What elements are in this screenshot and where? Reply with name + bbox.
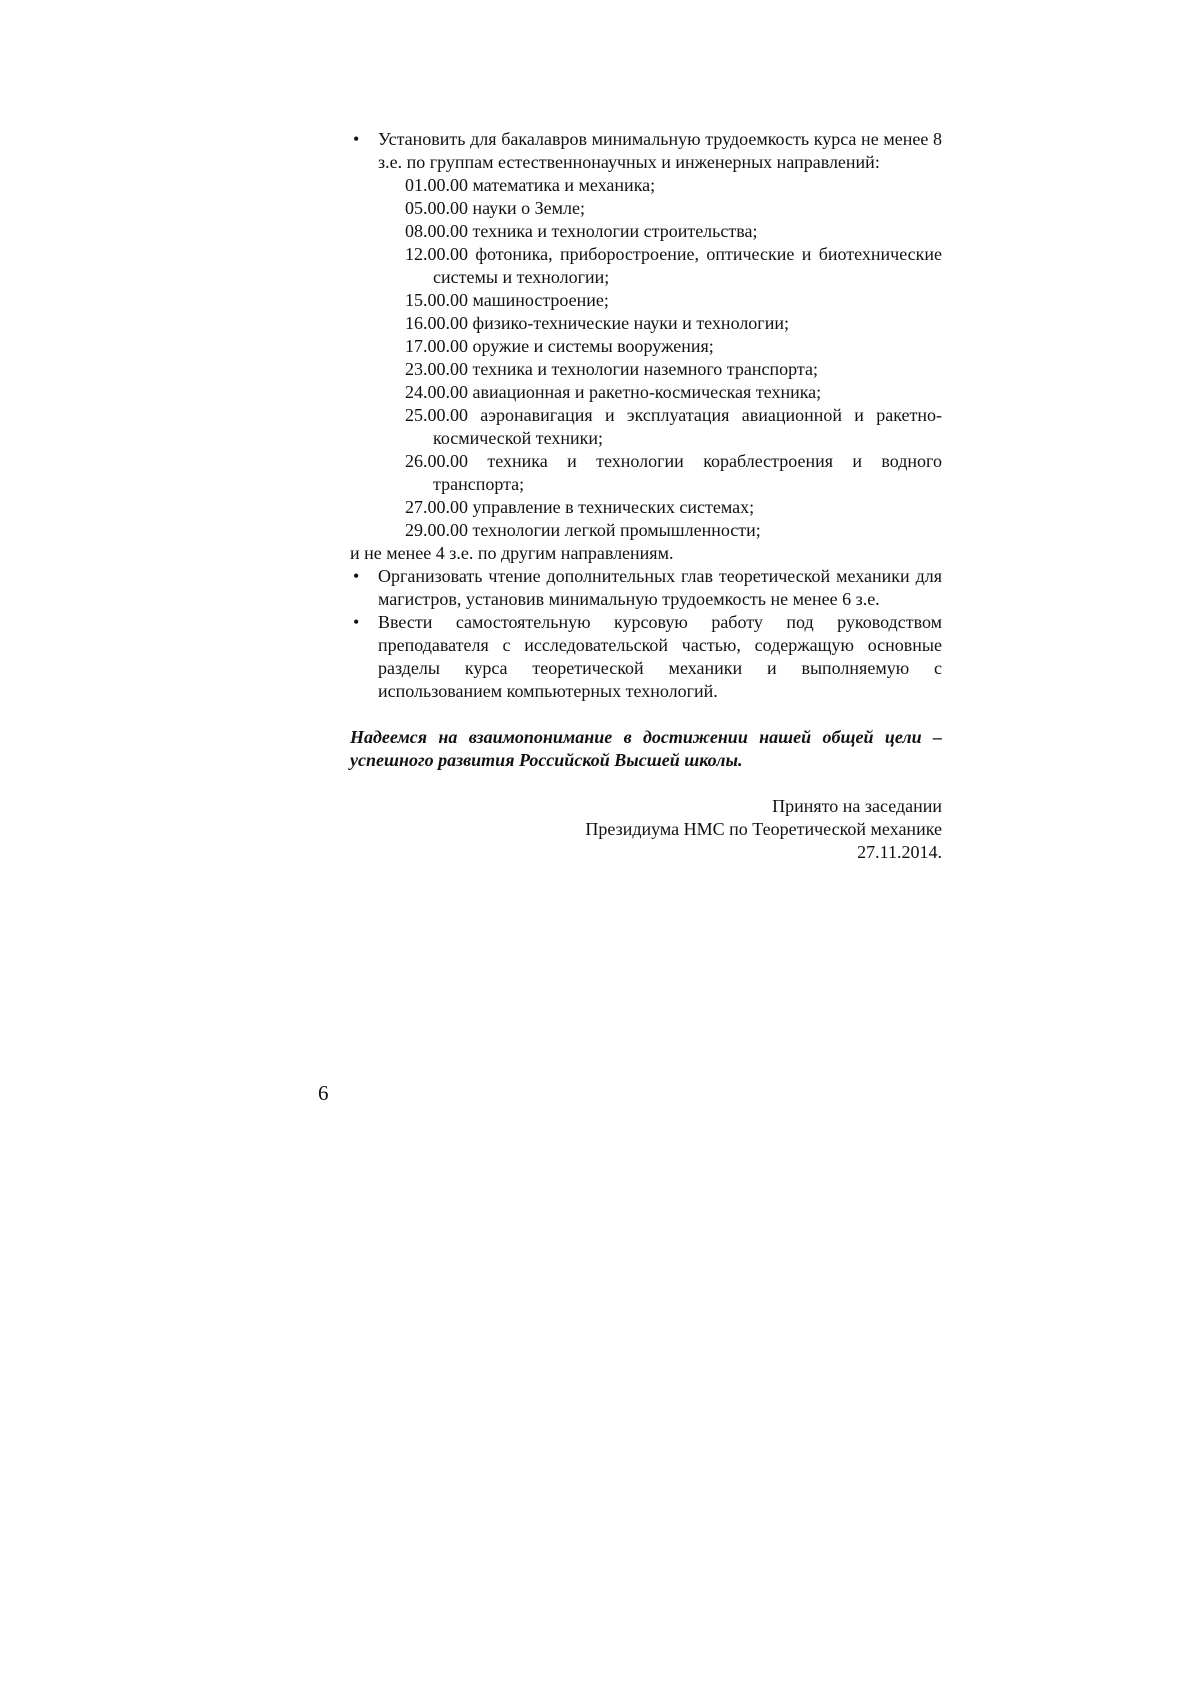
bullet-icon: • bbox=[353, 566, 360, 586]
list-item: 01.00.00 математика и механика; bbox=[405, 175, 656, 195]
list-item: 29.00.00 технологии легкой промышленности; bbox=[405, 520, 761, 540]
list-item: 25.00.00 аэронавигация и эксплуатация авиационной и ракетно-космической техники; bbox=[405, 405, 942, 448]
bullet-text: Установить для бакалавров минимальную трудоемкость курса не менее 8 з.е. по группам естественнонаучных и инженерных направлений: bbox=[378, 129, 942, 172]
bullet-item-masters bbox=[350, 565, 942, 611]
signature-line: Принято на заседании bbox=[772, 796, 942, 816]
list-item: 16.00.00 физико-технические науки и технологии; bbox=[405, 313, 789, 333]
list-item: 24.00.00 авиационная и ракетно-космическая техника; bbox=[405, 382, 822, 402]
signature-line: Президиума НМС по Теоретической механике bbox=[585, 819, 942, 839]
list-item: 26.00.00 техника и технологии кораблестроения и водного транспорта; bbox=[405, 451, 942, 494]
list-item: 08.00.00 техника и технологии строительства; bbox=[405, 221, 758, 241]
bullet-icon: • bbox=[353, 612, 360, 632]
bullet-icon: • bbox=[353, 129, 360, 149]
list-item: 23.00.00 техника и технологии наземного транспорта; bbox=[405, 359, 818, 379]
list-item: 05.00.00 науки о Земле; bbox=[405, 198, 585, 218]
signature-block bbox=[350, 795, 942, 864]
document-page bbox=[350, 128, 942, 864]
bullet-item-coursework bbox=[350, 611, 942, 703]
list-item: 15.00.00 машиностроение; bbox=[405, 290, 609, 310]
list-item: 12.00.00 фотоника, приборостроение, оптические и биотехнические системы и технологии; bbox=[405, 244, 942, 287]
other-directions-text: и не менее 4 з.е. по другим направлениям. bbox=[350, 543, 674, 563]
bullet-text: Организовать чтение дополнительных глав теоретической механики для магистров, установив минимальную трудоемкость не менее 6 з.е. bbox=[378, 566, 942, 609]
list-item: 17.00.00 оружие и системы вооружения; bbox=[405, 336, 714, 356]
closing-statement: Надеемся на взаимопонимание в достижении нашей общей цели – успешного развития Российской Высшей школы. bbox=[350, 727, 942, 770]
list-item: 27.00.00 управление в технических системах; bbox=[405, 497, 755, 517]
bullet-text: Ввести самостоятельную курсовую работу под руководством преподавателя с исследовательской частью, содержащую основные разделы курса теоретической механики и выполняемую с использованием компьютерных технологий. bbox=[378, 612, 942, 701]
bullet-item-credits bbox=[350, 128, 942, 542]
signature-date: 27.11.2014. bbox=[857, 842, 942, 862]
page-number: 6 bbox=[318, 1081, 329, 1105]
direction-code-list bbox=[378, 174, 942, 542]
